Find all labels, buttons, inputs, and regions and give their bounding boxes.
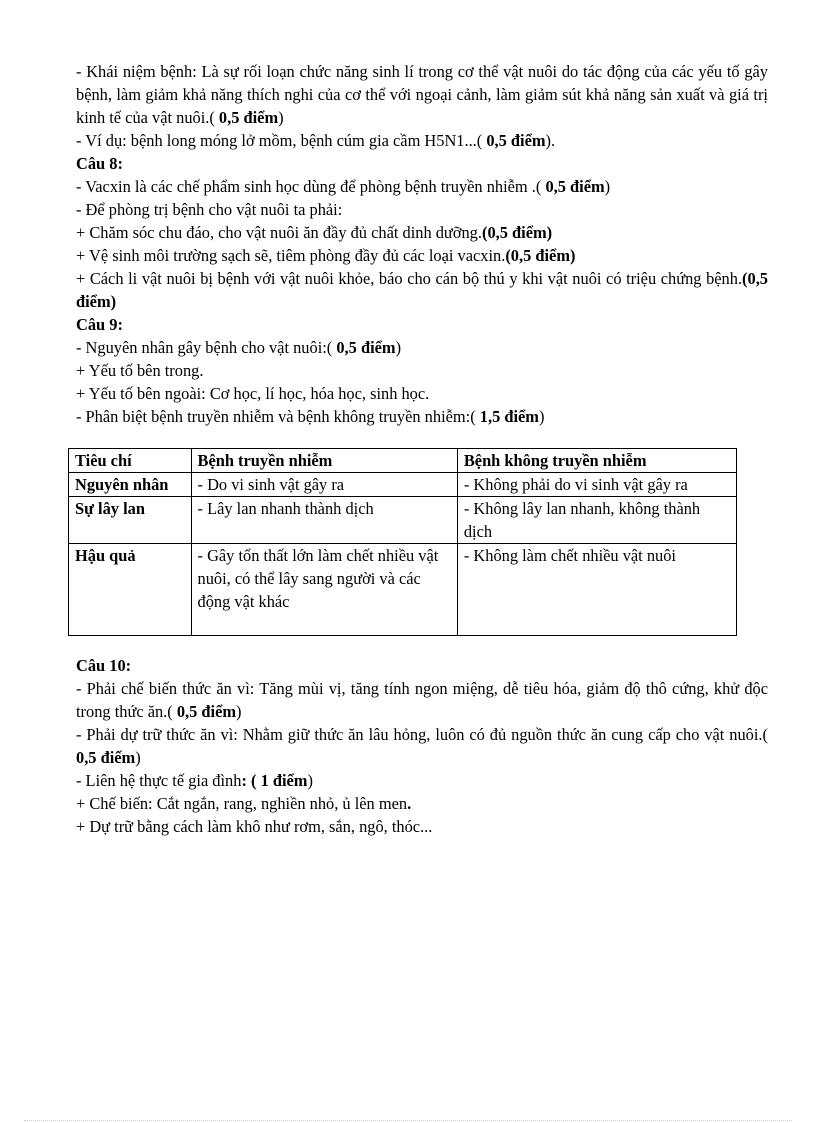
table-header-cell: Bệnh truyền nhiễm [191, 449, 457, 473]
q8-vaccine-definition: - Vacxin là các chế phẩm sinh học dùng để phòng bệnh truyền nhiễm .( 0,5 điểm) [76, 177, 611, 196]
q9-internal-factor: + Yếu tố bên trong. [76, 361, 204, 380]
q9-causes: - Nguyên nhân gây bệnh cho vật nuôi:( 0,5 điểm) [76, 338, 402, 357]
score: 0,5 điểm [172, 702, 237, 721]
q9-external-factor: + Yếu tố bên ngoài: Cơ học, lí học, hóa học, sinh học. [76, 384, 430, 403]
table-cell: - Lây lan nhanh thành dịch [191, 497, 457, 544]
disease-examples: - Ví dụ: bệnh long móng lở mồm, bệnh cúm gia cầm H5N1...( 0,5 điểm). [76, 131, 556, 150]
table-cell: Nguyên nhân [69, 473, 192, 497]
q8-hygiene-item: + Vệ sinh môi trường sạch sẽ, tiêm phòng đầy đủ các loại vacxin.(0,5 điểm) [76, 246, 576, 265]
score: 0,5 điểm [76, 748, 136, 767]
q10-storage-reason: - Phải dự trữ thức ăn vì: Nhằm giữ thức ăn lâu hỏng, luôn có đủ nguồn thức ăn cung cấp cho vật nuôi.( 0,5 điểm) [76, 725, 768, 767]
table-cell: - Do vi sinh vật gây ra [191, 473, 457, 497]
question-9-heading: Câu 9: [76, 315, 123, 334]
score: 1,5 điểm [475, 407, 539, 426]
q10-storage-methods: + Dự trữ bằng cách làm khô như rơm, sắn, ngô, thóc... [76, 817, 433, 836]
comparison-table [68, 448, 737, 636]
score: : ( 1 điểm [241, 771, 308, 790]
table-cell: - Không lây lan nhanh, không thành dịch [457, 497, 736, 544]
q9-distinguish: - Phân biệt bệnh truyền nhiễm và bệnh không truyền nhiễm:( 1,5 điểm) [76, 407, 545, 426]
page-bottom-divider [24, 1120, 792, 1121]
table-row [69, 544, 737, 636]
table-cell: Sự lây lan [69, 497, 192, 544]
table-header-cell: Tiêu chí [69, 449, 192, 473]
score: 0,5 điểm [214, 108, 279, 127]
q10-family-practice: - Liên hệ thực tế gia đình: ( 1 điểm) [76, 771, 313, 790]
score: (0,5 điểm) [481, 223, 553, 242]
score: (0,5 điểm) [76, 269, 768, 311]
score: 0,5 điểm [482, 131, 546, 150]
q10-processing-reason: - Phải chế biến thức ăn vì: Tăng mùi vị, tăng tính ngon miệng, dễ tiêu hóa, giảm độ thô cứng, khử độc trong thức ăn.( 0,5 điểm) [76, 679, 768, 721]
table-header-row [69, 449, 737, 473]
q8-care-item: + Chăm sóc chu đáo, cho vật nuôi ăn đầy đủ chất dinh dưỡng.(0,5 điểm) [76, 223, 553, 242]
score: 0,5 điểm [332, 338, 396, 357]
table-row [69, 497, 737, 544]
score: (0,5 điểm) [505, 246, 576, 265]
table-row [69, 473, 737, 497]
q8-isolation-item: + Cách li vật nuôi bị bệnh với vật nuôi khỏe, báo cho cán bộ thú y khi vật nuôi có triệu chứng bệnh.(0,5 điểm) [76, 269, 768, 311]
table-cell: - Không làm chết nhiều vật nuôi [457, 544, 736, 636]
q8-prevention-intro: - Để phòng trị bệnh cho vật nuôi ta phải: [76, 200, 343, 219]
question-10-heading: Câu 10: [76, 656, 132, 675]
question-8-heading: Câu 8: [76, 154, 123, 173]
answer-section-bottom [76, 654, 768, 838]
table-cell: - Không phải do vi sinh vật gây ra [457, 473, 736, 497]
score: 0,5 điểm [541, 177, 605, 196]
q10-processing-methods: + Chế biến: Cắt ngắn, rang, nghiền nhỏ, ủ lên men. [76, 794, 412, 813]
table-header-cell: Bệnh không truyền nhiễm [457, 449, 736, 473]
table-cell: Hậu quả [69, 544, 192, 636]
table-cell: - Gây tổn thất lớn làm chết nhiều vật nuôi, có thể lây sang người và các động vật khác [191, 544, 457, 636]
disease-definition: - Khái niệm bệnh: Là sự rối loạn chức năng sinh lí trong cơ thể vật nuôi do tác động của các yếu tố gây bệnh, làm giảm khả năng thích nghi của cơ thể với ngoại cảnh, làm giảm sút khả năng sản xuất và giá trị kinh tế của vật nuôi.( 0,5 điểm) [76, 62, 768, 127]
answer-section-top [76, 60, 768, 428]
